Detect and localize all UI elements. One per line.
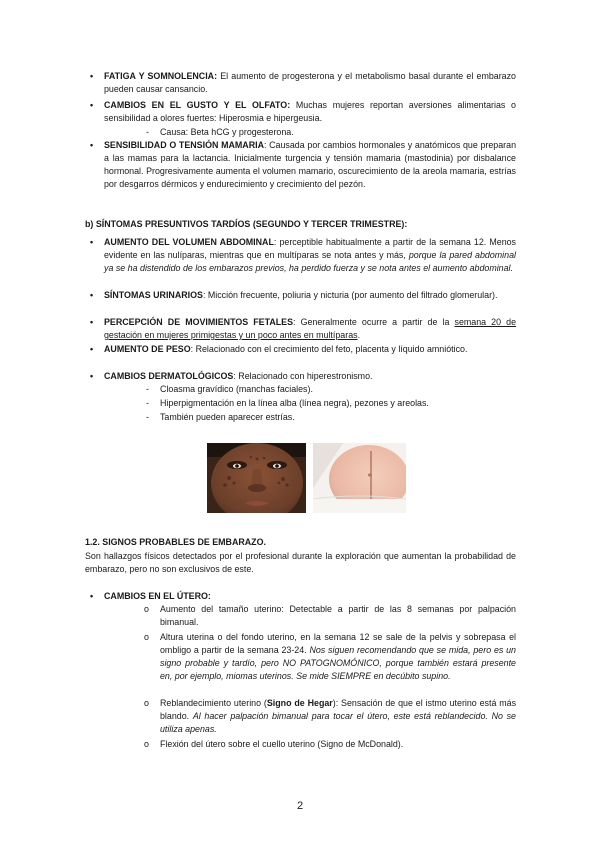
subitem-cloasma — [146, 383, 516, 396]
page-number: 2 — [296, 800, 304, 812]
abdomen-photo-illustration — [313, 443, 406, 513]
bullet-text: El aumento de progesterona y el metabolismo basal durante el embarazo pueden causar cansancio. — [104, 71, 516, 94]
dash-marker: - — [146, 412, 149, 422]
bullet-tail: . — [357, 330, 361, 340]
point-tamano-uterino — [144, 603, 516, 629]
bullet-marker: • — [90, 591, 94, 601]
bullet-label: CAMBIOS EN EL GUSTO Y EL OLFATO: — [104, 100, 291, 110]
dash-marker: - — [146, 127, 149, 137]
point-signo-hegar — [144, 697, 517, 736]
subitem-causa — [146, 126, 516, 139]
bullet-gusto-olfato — [90, 99, 516, 125]
bullet-marker: • — [90, 237, 94, 247]
circle-marker: o — [144, 604, 149, 614]
bullet-underline: semana 20 de gestación en mujeres primigestas y un poco antes en multíparas — [104, 317, 517, 340]
bullet-italic: porque la pared abdominal ya se ha distendido de los embarazos previos, ha perdido fuerza y se nota antes el aumento abdominal. — [104, 250, 516, 273]
bullet-label: PERCEPCIÓN DE MOVIMIENTOS FETALES — [104, 317, 294, 327]
bullet-text: : Relacionado con hiperestronismo. — [233, 371, 373, 381]
bullet-text: : Micción frecuente, poliuria y nicturia (por aumento del filtrado glomerular). — [202, 290, 498, 300]
point-italic: Al hacer palpación bimanual para tocar el útero, este está reblandecido. No se utiliza apenas. — [160, 711, 516, 734]
subitem-text: Cloasma gravídico (manchas faciales). — [160, 384, 313, 394]
bullet-cambios-utero — [90, 590, 516, 603]
point-signo-mcdonald — [144, 738, 516, 751]
bullet-sensibilidad-mamaria — [90, 139, 517, 191]
subitem-hiperpigmentacion — [146, 397, 516, 410]
bullet-marker: • — [90, 344, 94, 354]
bullet-text: : Causada por cambios hormonales y anatómicos que preparan a las mamas para la lactancia. Inicialmente turgencia y tensión mamaria (mastodinia) por disbalance hormonal. Progresivamente aumenta el volumen mamario, oscurecimiento de la areola mamaria, estrías por desgarros dérmicos y endurecimiento y crecimiento del pezón. — [104, 140, 517, 189]
point-text: Flexión del útero sobre el cuello uterino (Signo de McDonald). — [160, 739, 404, 749]
bullet-marker: • — [90, 140, 94, 150]
bullet-label: AUMENTO DEL VOLUMEN ABDOMINAL — [104, 237, 274, 247]
subitem-estrias — [146, 411, 516, 424]
subitem-text: Hiperpigmentación en la línea alba (línea negra), pezones y areolas. — [160, 398, 429, 408]
bullet-cambios-dermatologicos — [90, 370, 516, 383]
bullet-text: : perceptible habitualmente a partir de la semana 12. Menos evidente en las nulíparas, mientras que en multíparas se nota antes y más, — [104, 237, 516, 260]
point-text: Altura uterina o del fondo uterino, en la semana 12 se sale de la pelvis y sobrepasa el ombligo a partir de la semana 23-24. — [160, 632, 516, 655]
bullet-marker: • — [90, 71, 94, 81]
bullet-label: CAMBIOS DERMATOLÓGICOS — [104, 371, 234, 381]
point-altura-uterina — [144, 631, 516, 683]
bullet-label: AUMENTO DE PESO — [104, 344, 191, 354]
bullet-aumento-peso — [90, 343, 516, 356]
bullet-label: SÍNTOMAS URINARIOS — [104, 290, 203, 300]
section-b-heading: b) SÍNTOMAS PRESUNTIVOS TARDÍOS (SEGUNDO Y TERCER TRIMESTRE): — [85, 219, 408, 229]
point-bold: Signo de Hegar — [266, 698, 333, 708]
bullet-marker: • — [90, 371, 94, 381]
dash-marker: - — [146, 398, 149, 408]
bullet-fatiga — [90, 70, 516, 96]
circle-marker: o — [144, 632, 149, 642]
bullet-marker: • — [90, 290, 94, 300]
bullet-marker: • — [90, 100, 94, 110]
circle-marker: o — [144, 698, 149, 708]
bullet-sintomas-urinarios — [90, 289, 516, 302]
bullet-label: FATIGA Y SOMNOLENCIA: — [104, 71, 218, 81]
bullet-label: CAMBIOS EN EL ÚTERO: — [104, 591, 211, 601]
chloasma-face-photo — [207, 443, 306, 513]
bullet-volumen-abdominal — [90, 236, 516, 275]
circle-marker: o — [144, 739, 149, 749]
point-pre: Reblandecimiento uterino ( — [160, 698, 267, 708]
bullet-text: : Generalmente ocurre a partir de la — [293, 317, 455, 327]
point-italic: Nos siguen recomendando que se mida, pero es un signo probable y tardío, pero NO PATOGNOMÓNICO, porque también estará presente en, por ejemplo, miomas uterinos. Se mide SIEMPRE en decúbito supino. — [160, 645, 516, 681]
point-text: Aumento del tamaño uterino: Detectable a partir de las 8 semanas por palpación bimanual. — [160, 604, 516, 627]
face-photo-illustration — [207, 443, 306, 513]
dash-marker: - — [146, 384, 149, 394]
subitem-text: También pueden aparecer estrías. — [160, 412, 295, 422]
bullet-text: : Relacionado con el crecimiento del feto, placenta y líquido amniótico. — [190, 344, 468, 354]
bullet-movimientos-fetales — [90, 316, 517, 342]
linea-negra-abdomen-photo — [313, 443, 406, 513]
bullet-text: Muchas mujeres reportan aversiones alimentarias o sensibilidad a olores fuertes: Hiperosmia e hipergeusia. — [104, 100, 516, 123]
point-text: ): Sensación de que el istmo uterino está más blando. — [160, 698, 517, 721]
subitem-text: Causa: Beta hCG y progesterona. — [160, 127, 294, 137]
bullet-label: SENSIBILIDAD O TENSIÓN MAMARIA — [104, 140, 264, 150]
section-12-heading: 1.2. SIGNOS PROBABLES DE EMBARAZO. — [85, 537, 266, 547]
section-12-intro: Son hallazgos físicos detectados por el profesional durante la exploración que aumentan la probabilidad de embarazo, pero no son exclusivos de este. — [85, 551, 516, 574]
bullet-marker: • — [90, 317, 94, 327]
